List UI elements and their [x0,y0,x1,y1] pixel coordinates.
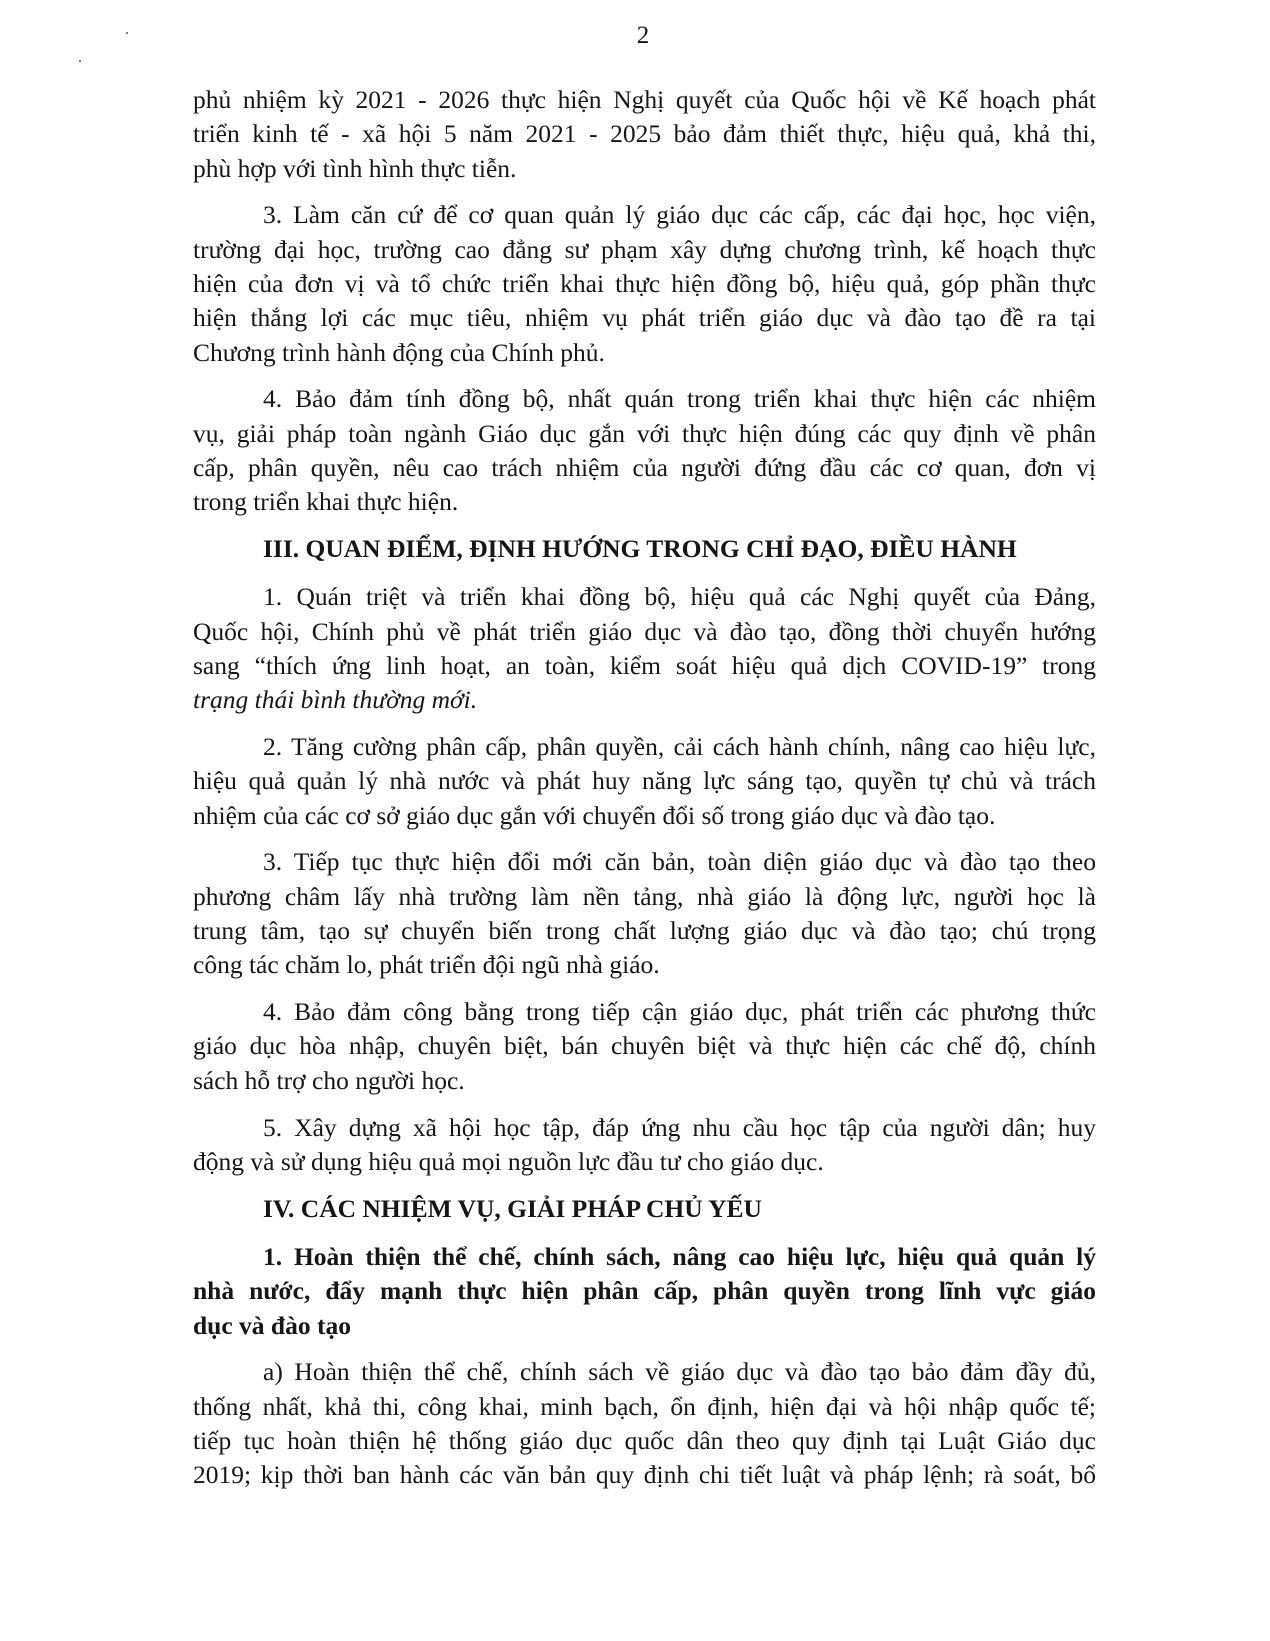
paragraph [193,995,1096,1098]
section-heading: IV. CÁC NHIỆM VỤ, GIẢI PHÁP CHỦ YẾU [263,1193,762,1223]
text-line: 4. Bảo đảm tính đồng bộ, nhất quán trong triển khai thực hiện các nhiệm [263,384,1096,414]
text-line: 4. Bảo đảm công bằng trong tiếp cận giáo dục, phát triển các phương thức [263,997,1096,1027]
text-line: 2019; kịp thời ban hành các văn bản quy định chi tiết luật và pháp lệnh; rà soát, bổ [193,1460,1096,1490]
paragraph [193,845,1096,982]
text-line: Chương trình hành động của Chính phủ. [193,337,605,367]
text-line: phủ nhiệm kỳ 2021 - 2026 thực hiện Nghị quyết của Quốc hội về Kế hoạch phát [193,85,1096,114]
paragraph [193,1355,1096,1492]
paragraph [193,83,1096,186]
text-line: trường đại học, trường cao đẳng sư phạm xây dựng chương trình, kế hoạch thực [193,234,1096,264]
text-line: trong triển khai thực hiện. [193,487,459,517]
paragraph [193,198,1096,369]
text-line: hiện của đơn vị và tổ chức triển khai thực hiện đồng bộ, hiệu quả, góp phần thực [193,268,1096,298]
text-line: nhiệm của các cơ sở giáo dục gắn với chuyển đổi số trong giáo dục và đào tạo. [193,800,996,830]
text-line: vụ, giải pháp toàn ngành Giáo dục gắn với thực hiện đúng các quy định về phân [193,418,1096,448]
text-line: 1. Hoàn thiện thể chế, chính sách, nâng cao hiệu lực, hiệu quả quản lý [263,1241,1096,1271]
text-line: a) Hoàn thiện thể chế, chính sách về giáo dục và đào tạo bảo đảm đầy đủ, [263,1357,1096,1387]
text-line: công tác chăm lo, phát triển đội ngũ nhà giáo. [193,950,660,980]
text-line: sách hỗ trợ cho người học. [193,1065,465,1095]
text-line: triển kinh tế - xã hội 5 năm 2021 - 2025 bảo đảm thiết thực, hiệu quả, khả thi, [193,119,1096,149]
text-line: phù hợp với tình hình thực tiễn. [193,153,517,183]
paragraph [193,580,1096,717]
text-line: 1. Quán triệt và triển khai đồng bộ, hiệu quả các Nghị quyết của Đảng, [263,582,1096,612]
text-line: giáo dục hòa nhập, chuyên biệt, bán chuyên biệt và thực hiện các chế độ, chính [193,1031,1096,1061]
text-line: hiệu quả quản lý nhà nước và phát huy năng lực sáng tạo, quyền tự chủ và trách [193,766,1096,796]
paragraph [193,1111,1096,1180]
paragraph [193,382,1096,519]
text-line: thống nhất, khả thi, công khai, minh bạch, ổn định, hiện đại và hội nhập quốc tế; [193,1391,1096,1421]
text-line: 2. Tăng cường phân cấp, phân quyền, cải cách hành chính, nâng cao hiệu lực, [263,732,1096,762]
text-line: 3. Tiếp tục thực hiện đổi mới căn bản, toàn diện giáo dục và đào tạo theo [263,847,1096,877]
text-line: hiện thắng lợi các mục tiêu, nhiệm vụ phát triển giáo dục và đào tạo đề ra tại [193,303,1096,333]
text-line: nhà nước, đẩy mạnh thực hiện phân cấp, phân quyền trong lĩnh vực giáo [193,1276,1096,1306]
scan-speck [79,60,81,62]
section-heading: III. QUAN ĐIỂM, ĐỊNH HƯỚNG TRONG CHỈ ĐẠO, ĐIỀU HÀNH [263,534,1017,564]
page-number: 2 [636,22,650,49]
text-line: Quốc hội, Chính phủ về phát triển giáo dục và đào tạo, đồng thời chuyển hướng [193,616,1096,646]
document-body [193,83,1096,1505]
subsection-heading [193,1240,1096,1343]
paragraph [193,730,1096,833]
text-line: 5. Xây dựng xã hội học tập, đáp ứng nhu cầu học tập của người dân; huy [263,1112,1096,1142]
text-line: dục và đào tạo [193,1310,351,1340]
text-line: sang “thích ứng linh hoạt, an toàn, kiểm soát hiệu quả dịch COVID-19” trong [193,650,1096,680]
text-line: động và sử dụng hiệu quả mọi nguồn lực đầu tư cho giáo dục. [193,1146,824,1176]
text-line: tiếp tục hoàn thiện hệ thống giáo dục quốc dân theo quy định tại Luật Giáo dục [193,1425,1096,1455]
text-line: 3. Làm căn cứ để cơ quan quản lý giáo dục các cấp, các đại học, học viện, [263,200,1096,230]
text-line: trung tâm, tạo sự chuyển biến trong chất lượng giáo dục và đào tạo; chú trọng [193,916,1096,946]
text-line: phương châm lấy nhà trường làm nền tảng, nhà giáo là động lực, người học là [193,881,1096,911]
text-line: trạng thái bình thường mới. [193,685,478,715]
text-line: cấp, phân quyền, nêu cao trách nhiệm của người đứng đầu các cơ quan, đơn vị [193,452,1096,482]
